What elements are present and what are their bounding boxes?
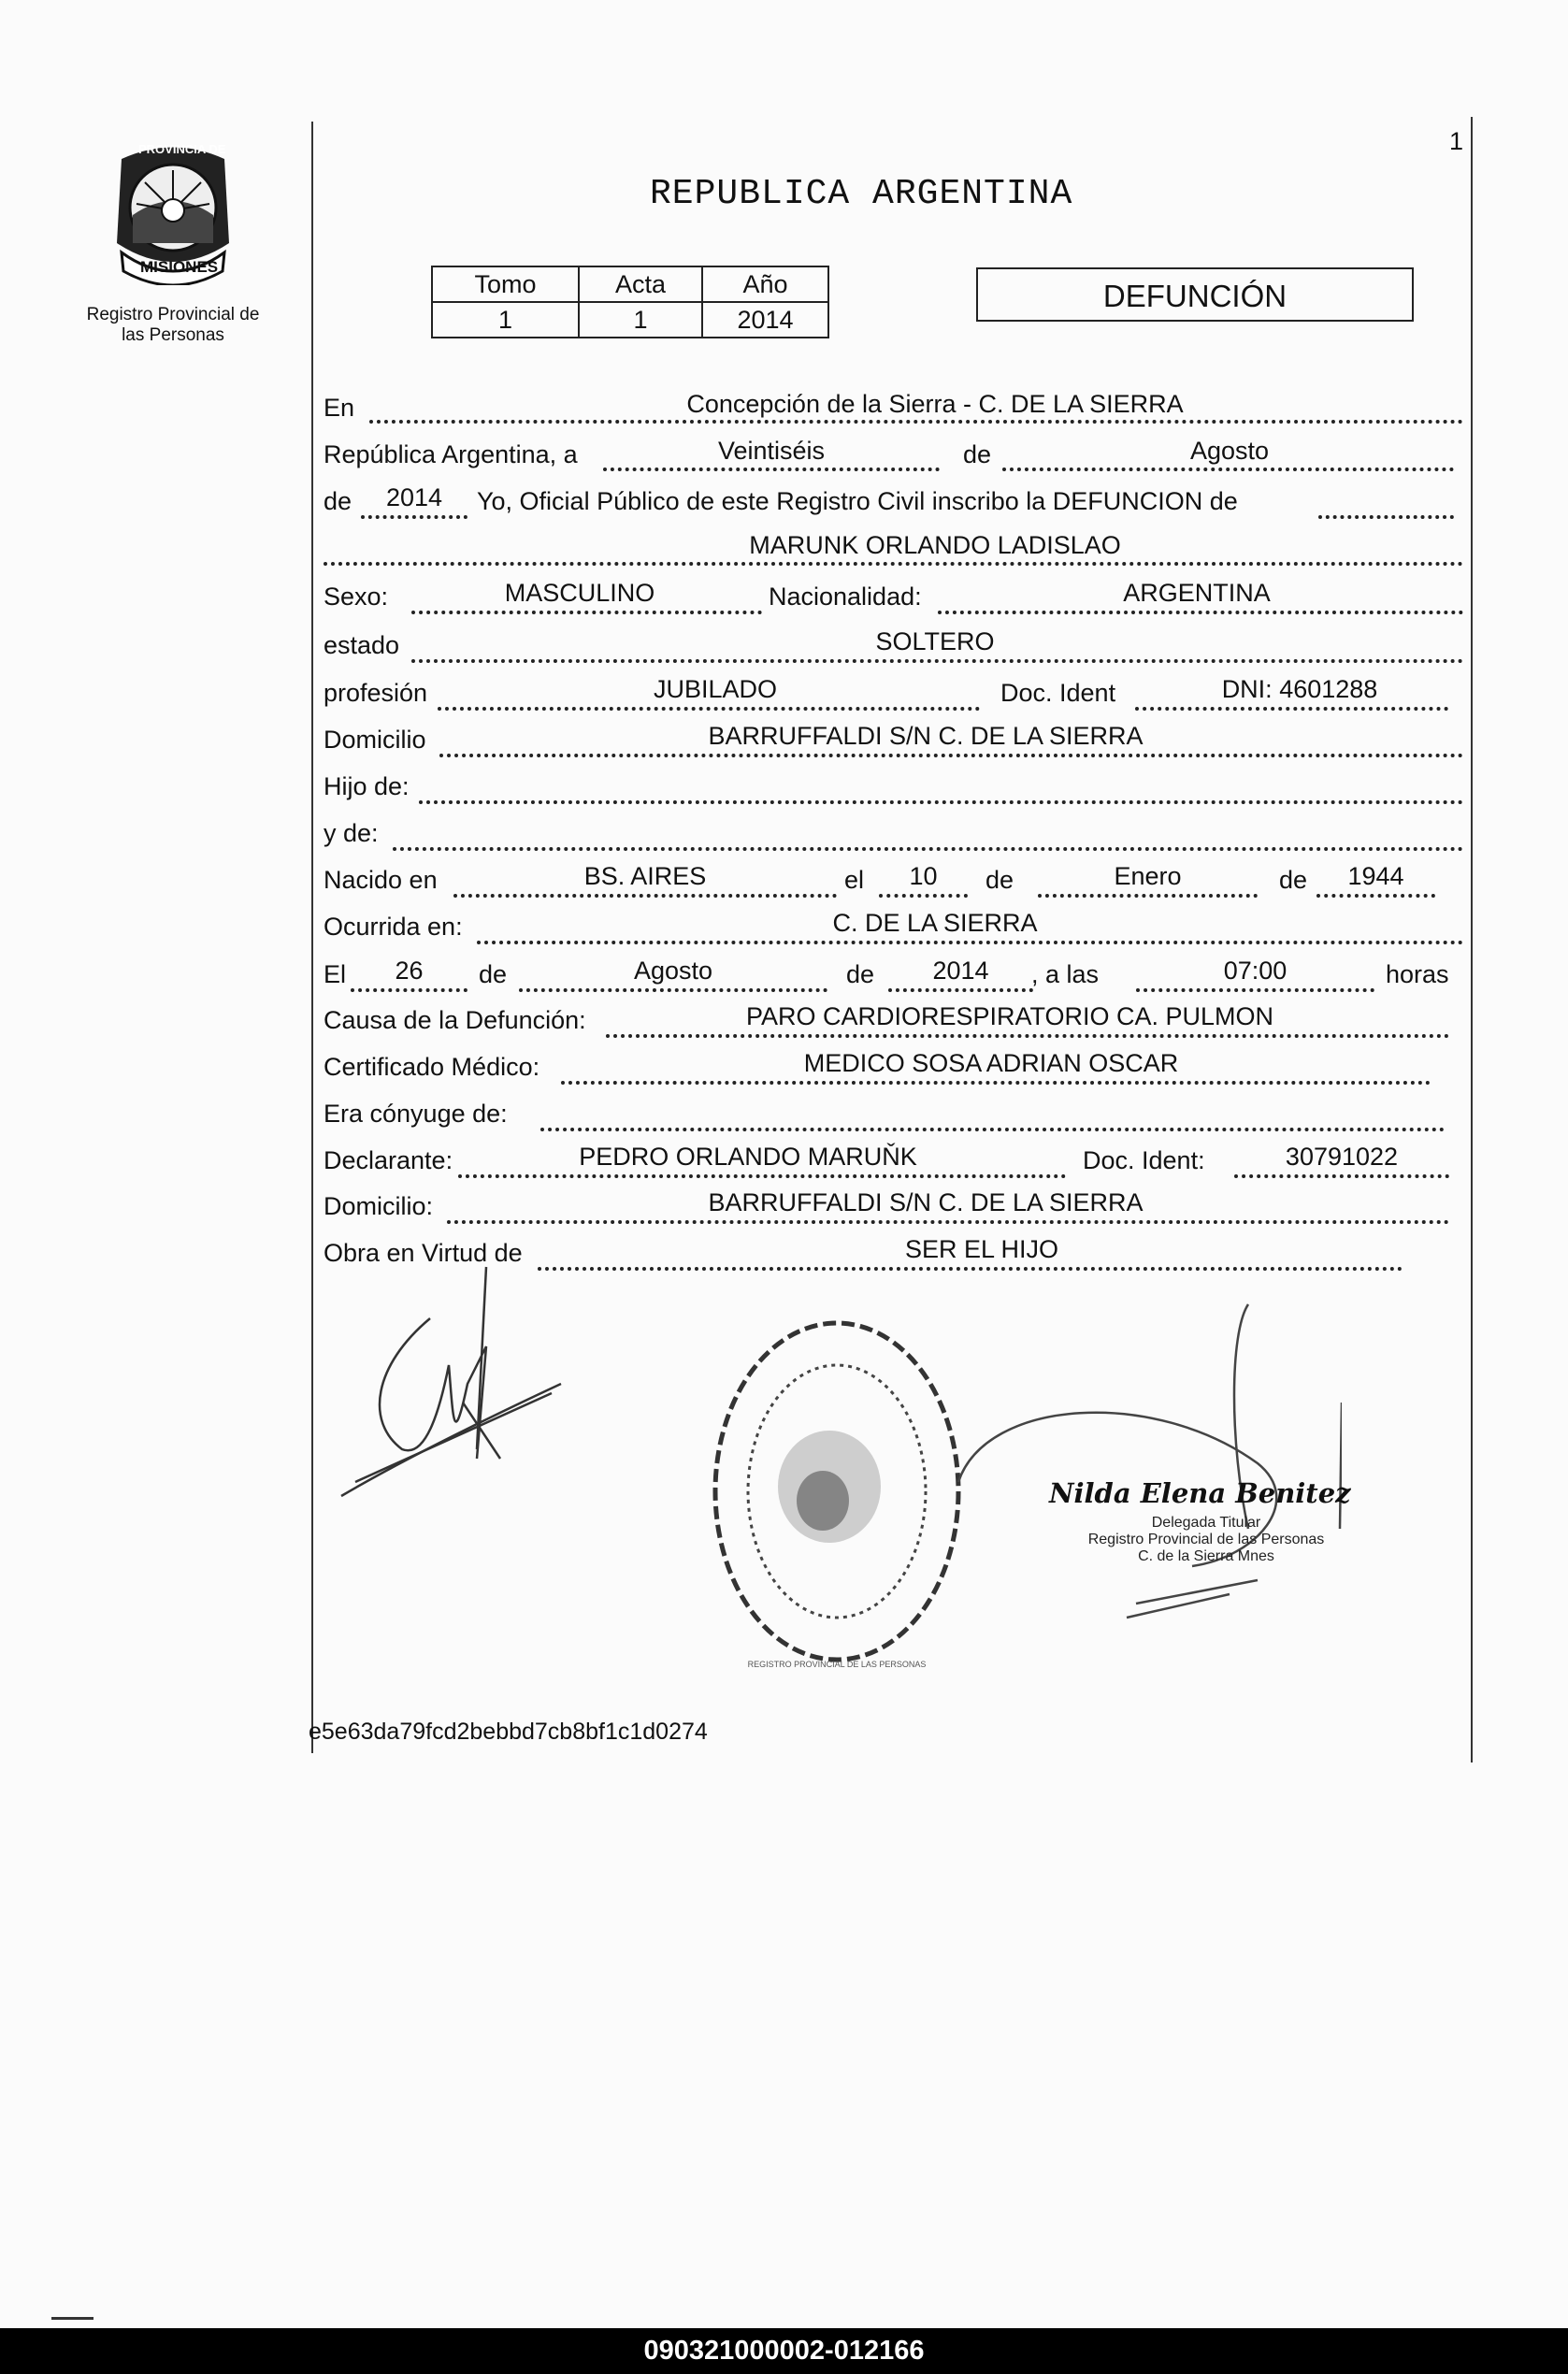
horas-label: horas <box>1386 960 1449 988</box>
conyuge-dotted-line <box>540 1128 1445 1131</box>
de-label-3: de <box>985 866 1014 894</box>
bottom-left-mark <box>51 2317 94 2320</box>
year-dotted-line <box>361 515 468 519</box>
doc-ident-dotted-line <box>1135 707 1448 711</box>
official-title-line3: C. de la Sierra Mnes <box>1138 1548 1274 1564</box>
province-seal-logo <box>103 140 243 285</box>
official-signature-scribble <box>949 1295 1342 1632</box>
official-stamp <box>706 1314 968 1669</box>
seal-text-bottom: MISIONES <box>140 258 219 276</box>
barcode-bar <box>0 2328 1568 2374</box>
birth-month: Enero <box>1114 862 1182 890</box>
nacido-label: Nacido en <box>324 866 438 894</box>
doc-ident-value: DNI: 4601288 <box>1221 675 1378 703</box>
country-title: REPUBLICA ARGENTINA <box>650 174 1073 214</box>
oficial-statement: Yo, Oficial Público de este Registro Civil inscribo la DEFUNCION de <box>477 487 1238 515</box>
domicilio2-label: Domicilio: <box>324 1192 434 1220</box>
declarante-value: PEDRO ORLANDO MARUŇK <box>579 1143 917 1171</box>
en-value: Concepción de la Sierra - C. DE LA SIERRA <box>686 390 1184 418</box>
registry-name-line2: las Personas <box>122 325 224 345</box>
day-dotted-line <box>603 468 940 471</box>
death-year-dotted-line <box>888 988 1033 992</box>
death-day: 26 <box>395 957 424 985</box>
conyuge-label: Era cónyuge de: <box>324 1100 508 1128</box>
document-type: DEFUNCIÓN <box>1102 279 1287 313</box>
declarante-dotted-line <box>458 1174 1066 1178</box>
barcode-id: 090321000002-012166 <box>643 2336 925 2366</box>
domicilio2-value: BARRUFFALDI S/N C. DE LA SIERRA <box>708 1188 1144 1216</box>
register-header-ano: Año <box>702 266 828 302</box>
profesion-value: JUBILADO <box>653 675 778 703</box>
decl-doc-value: 30791022 <box>1285 1143 1399 1171</box>
seal-text-top: PROVINCIA DE <box>138 142 226 156</box>
birth-year-dotted-line <box>1316 894 1435 898</box>
obra-label: Obra en Virtud de <box>324 1239 523 1267</box>
birth-day-dotted-line <box>879 894 968 898</box>
de-label-2: de <box>324 487 352 515</box>
obra-dotted-line <box>538 1267 1403 1271</box>
register-header-acta: Acta <box>579 266 702 302</box>
birth-month-dotted-line <box>1038 894 1258 898</box>
registry-name <box>65 305 281 346</box>
decl-doc-dotted-line <box>1234 1174 1449 1178</box>
certificado-dotted-line <box>561 1081 1431 1085</box>
nacionalidad-label: Nacionalidad: <box>769 583 922 611</box>
birth-year: 1944 <box>1347 862 1404 890</box>
yde-label: y de: <box>324 819 379 847</box>
right-border-line <box>1471 117 1473 1763</box>
domicilio-label: Domicilio <box>324 726 426 754</box>
de-label-1: de <box>963 440 992 468</box>
certificado-value: MEDICO SOSA ADRIAN OSCAR <box>803 1049 1179 1077</box>
register-header-tomo: Tomo <box>432 266 579 302</box>
register-value-acta: 1 <box>579 302 702 338</box>
left-border-line <box>311 122 313 1753</box>
estado-dotted-line <box>411 659 1463 663</box>
official-title-line1: Delegada Titular <box>1151 1515 1261 1531</box>
birth-day: 10 <box>909 862 938 890</box>
deceased-name: MARUNK ORLANDO LADISLAO <box>749 531 1121 559</box>
en-label: En <box>324 394 355 422</box>
document-type-box <box>976 267 1414 322</box>
sexo-value: MASCULINO <box>504 579 655 607</box>
domicilio2-dotted-line <box>447 1220 1449 1224</box>
el-label: el <box>844 866 865 894</box>
death-time-dotted-line <box>1136 988 1374 992</box>
name-dotted-line <box>324 562 1463 566</box>
year-value: 2014 <box>385 483 443 511</box>
month-value: Agosto <box>1189 437 1270 465</box>
estado-label: estado <box>324 631 400 659</box>
official-title <box>1047 1515 1365 1565</box>
official-title-line2: Registro Provincial de las Personas <box>1087 1532 1325 1547</box>
causa-value: PARO CARDIORESPIRATORIO CA. PULMON <box>745 1002 1274 1030</box>
de-label-6: de <box>846 960 875 988</box>
death-month: Agosto <box>633 957 713 985</box>
nacido-dotted-line <box>453 894 837 898</box>
republica-label: República Argentina, a <box>324 440 578 468</box>
yde-dotted-line <box>393 847 1463 851</box>
hijo-label: Hijo de: <box>324 772 410 800</box>
page-number: 1 <box>1449 127 1464 155</box>
el2-label: El <box>324 960 347 988</box>
sexo-dotted-line <box>411 611 762 614</box>
de-label-5: de <box>479 960 508 988</box>
register-table <box>431 266 829 338</box>
profesion-label: profesión <box>324 679 428 707</box>
month-dotted-line <box>1002 468 1454 471</box>
profesion-dotted-line <box>438 707 980 711</box>
doc-ident-label: Doc. Ident <box>1000 679 1116 707</box>
causa-dotted-line <box>606 1034 1449 1038</box>
oficial-dotted-line <box>1318 515 1454 519</box>
nacionalidad-value: ARGENTINA <box>1123 579 1271 607</box>
register-value-tomo: 1 <box>432 302 579 338</box>
obra-value: SER EL HIJO <box>904 1235 1059 1263</box>
decl-doc-label: Doc. Ident: <box>1083 1146 1205 1174</box>
official-name: Nilda Elena Benitez <box>1049 1477 1351 1509</box>
day-in-words: Veintiséis <box>717 437 826 465</box>
document-hash: e5e63da79fcd2bebbd7cb8bf1c1d0274 <box>309 1719 708 1745</box>
en-dotted-line <box>369 420 1463 424</box>
stamp-text: REGISTRO PROVINCIAL DE LAS PERSONAS <box>747 1660 927 1669</box>
alas-label: , a las <box>1031 960 1100 988</box>
ocurrida-dotted-line <box>477 941 1463 944</box>
estado-value: SOLTERO <box>875 627 995 655</box>
registry-name-line1: Registro Provincial de <box>86 305 260 324</box>
death-day-dotted-line <box>351 988 468 992</box>
death-year: 2014 <box>932 957 989 985</box>
ocurrida-label: Ocurrida en: <box>324 913 463 941</box>
sexo-label: Sexo: <box>324 583 389 611</box>
death-time: 07:00 <box>1223 957 1287 985</box>
declarante-label: Declarante: <box>324 1146 453 1174</box>
hijo-dotted-line <box>419 800 1463 804</box>
ocurrida-value: C. DE LA SIERRA <box>832 909 1038 937</box>
nacionalidad-dotted-line <box>938 611 1463 614</box>
nacido-value: BS. AIRES <box>583 862 707 890</box>
certificado-label: Certificado Médico: <box>324 1053 540 1081</box>
declarant-signature <box>337 1262 570 1515</box>
causa-label: Causa de la Defunción: <box>324 1006 586 1034</box>
death-month-dotted-line <box>519 988 827 992</box>
de-label-4: de <box>1279 866 1308 894</box>
domicilio-dotted-line <box>439 754 1463 757</box>
domicilio-value: BARRUFFALDI S/N C. DE LA SIERRA <box>708 722 1144 750</box>
register-value-ano: 2014 <box>702 302 828 338</box>
